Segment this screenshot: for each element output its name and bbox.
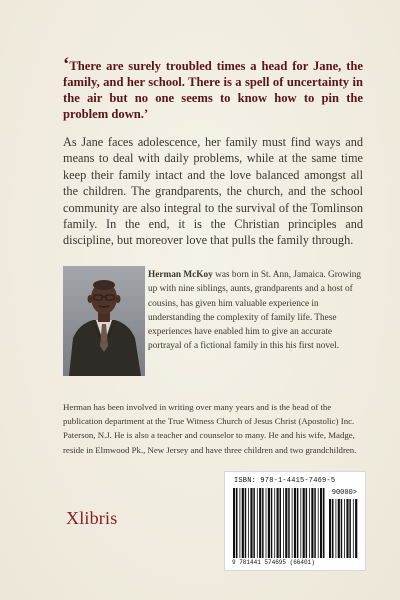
pull-quote-text: There are surely troubled times a head for Jane, the family, and her school. There is a spell of uncertainty in the air but no one seems to know how to pin the problem down. [63, 59, 363, 121]
quote-open-mark: ‘ [63, 54, 70, 75]
author-bio-text: was born in St. Ann, Jamaica. Growing up with nine siblings, aunts, grandparents and a host of cousins, has given him valuable experience in understanding the complexity of family life. These experiences have enabled him to give an accurate portrayal of a fictional family in this his first novel. [148, 270, 362, 352]
author-portrait-image [63, 266, 145, 376]
price-code: 90000> [331, 489, 357, 497]
ean-barcode-bars [233, 488, 325, 558]
publisher-logo: Xlibris [66, 508, 118, 528]
barcode-digits: 9 781441 574695 (66401) [232, 559, 315, 566]
pull-quote [63, 54, 363, 122]
isbn-label: ISBN: 978-1-4415-7469-5 [234, 477, 336, 485]
author-bio [148, 268, 364, 354]
quote-close-mark: ’ [143, 107, 149, 121]
isbn-barcode [224, 471, 366, 571]
author-closing-paragraph: Herman has been involved in writing over many years and is the head of the publication department at the True Witness Church of Jesus Christ (Apostolic) Inc. Paterson, N.J. He is also a teacher and counselor to many. He and his wife, Madge, reside in Elmwood Pk., New Jersey and have three children and two grandchildren. [63, 402, 357, 455]
author-name: Herman McKoy [148, 270, 213, 280]
book-blurb: As Jane faces adolescence, her family must find ways and means to deal with daily problems, while at the same time keep their family intact and the love balanced amongst all the children. The grandparents, the church, and the school community are also integral to the survival of the Tomlinson family. In the end, it is the Christian principles and discipline, but moreover love that pulls the family through. [63, 135, 363, 248]
addon-barcode-bars [329, 499, 359, 558]
author-photo [63, 266, 145, 376]
